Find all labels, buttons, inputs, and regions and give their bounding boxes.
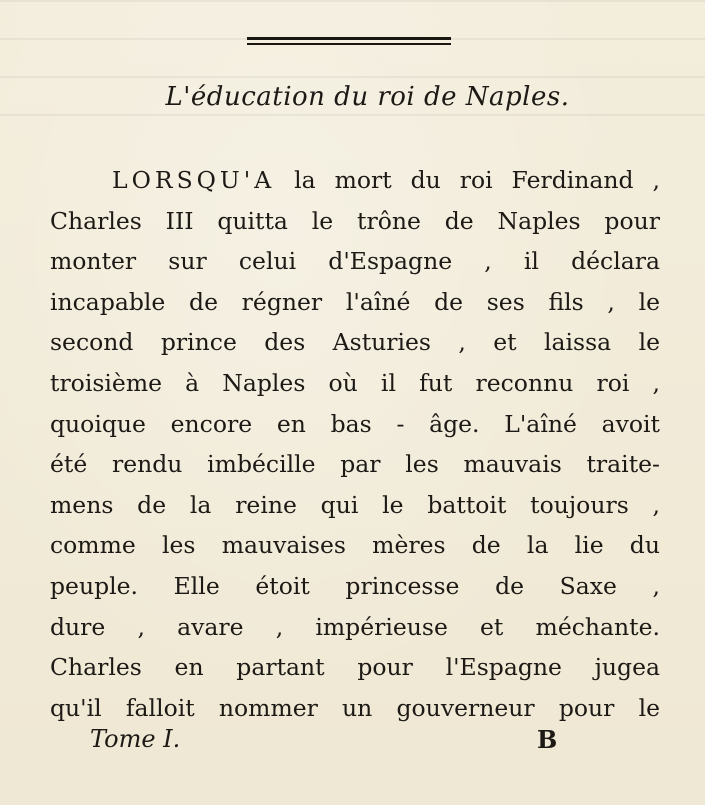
line-1-text: la mort du roi Ferdinand , — [294, 166, 660, 194]
text-line: second prince des Asturies , et laissa le — [50, 328, 660, 357]
text-line: comme les mauvaises mères de la lie du — [50, 531, 660, 560]
text-line: incapable de régner l'aîné de ses fils , le — [50, 287, 660, 316]
text-line: troisième à Naples où il fut reconnu roi , — [50, 368, 660, 397]
text-line: été rendu imbécille par les mauvais traite- — [50, 450, 660, 479]
show-through-texture — [0, 0, 705, 150]
section-heading: L'éducation du roi de Naples. — [165, 82, 570, 112]
header-rule-bottom — [247, 43, 451, 45]
text-line: peuple. Elle étoit princesse de Saxe , — [50, 571, 660, 600]
text-line: mens de la reine qui le battoit toujours , — [50, 490, 660, 519]
text-line — [50, 160, 660, 201]
text-line: qu'il falloit nommer un gouverneur pour le — [50, 693, 660, 722]
text-line: Charles en partant pour l'Espagne jugea — [50, 653, 660, 682]
volume-marker: Tome I. — [90, 725, 181, 753]
body-paragraph — [50, 160, 660, 728]
text-line: Charles III quitta le trône de Naples pour — [50, 206, 660, 235]
header-rule-top — [247, 37, 451, 40]
text-line: dure , avare , impérieuse et méchante. — [50, 612, 660, 641]
text-line: quoique encore en bas - âge. L'aîné avoit — [50, 409, 660, 438]
opening-small-caps: LORSQU'A — [112, 166, 276, 194]
signature-mark: B — [537, 725, 558, 754]
text-line: monter sur celui d'Espagne , il déclara — [50, 247, 660, 276]
